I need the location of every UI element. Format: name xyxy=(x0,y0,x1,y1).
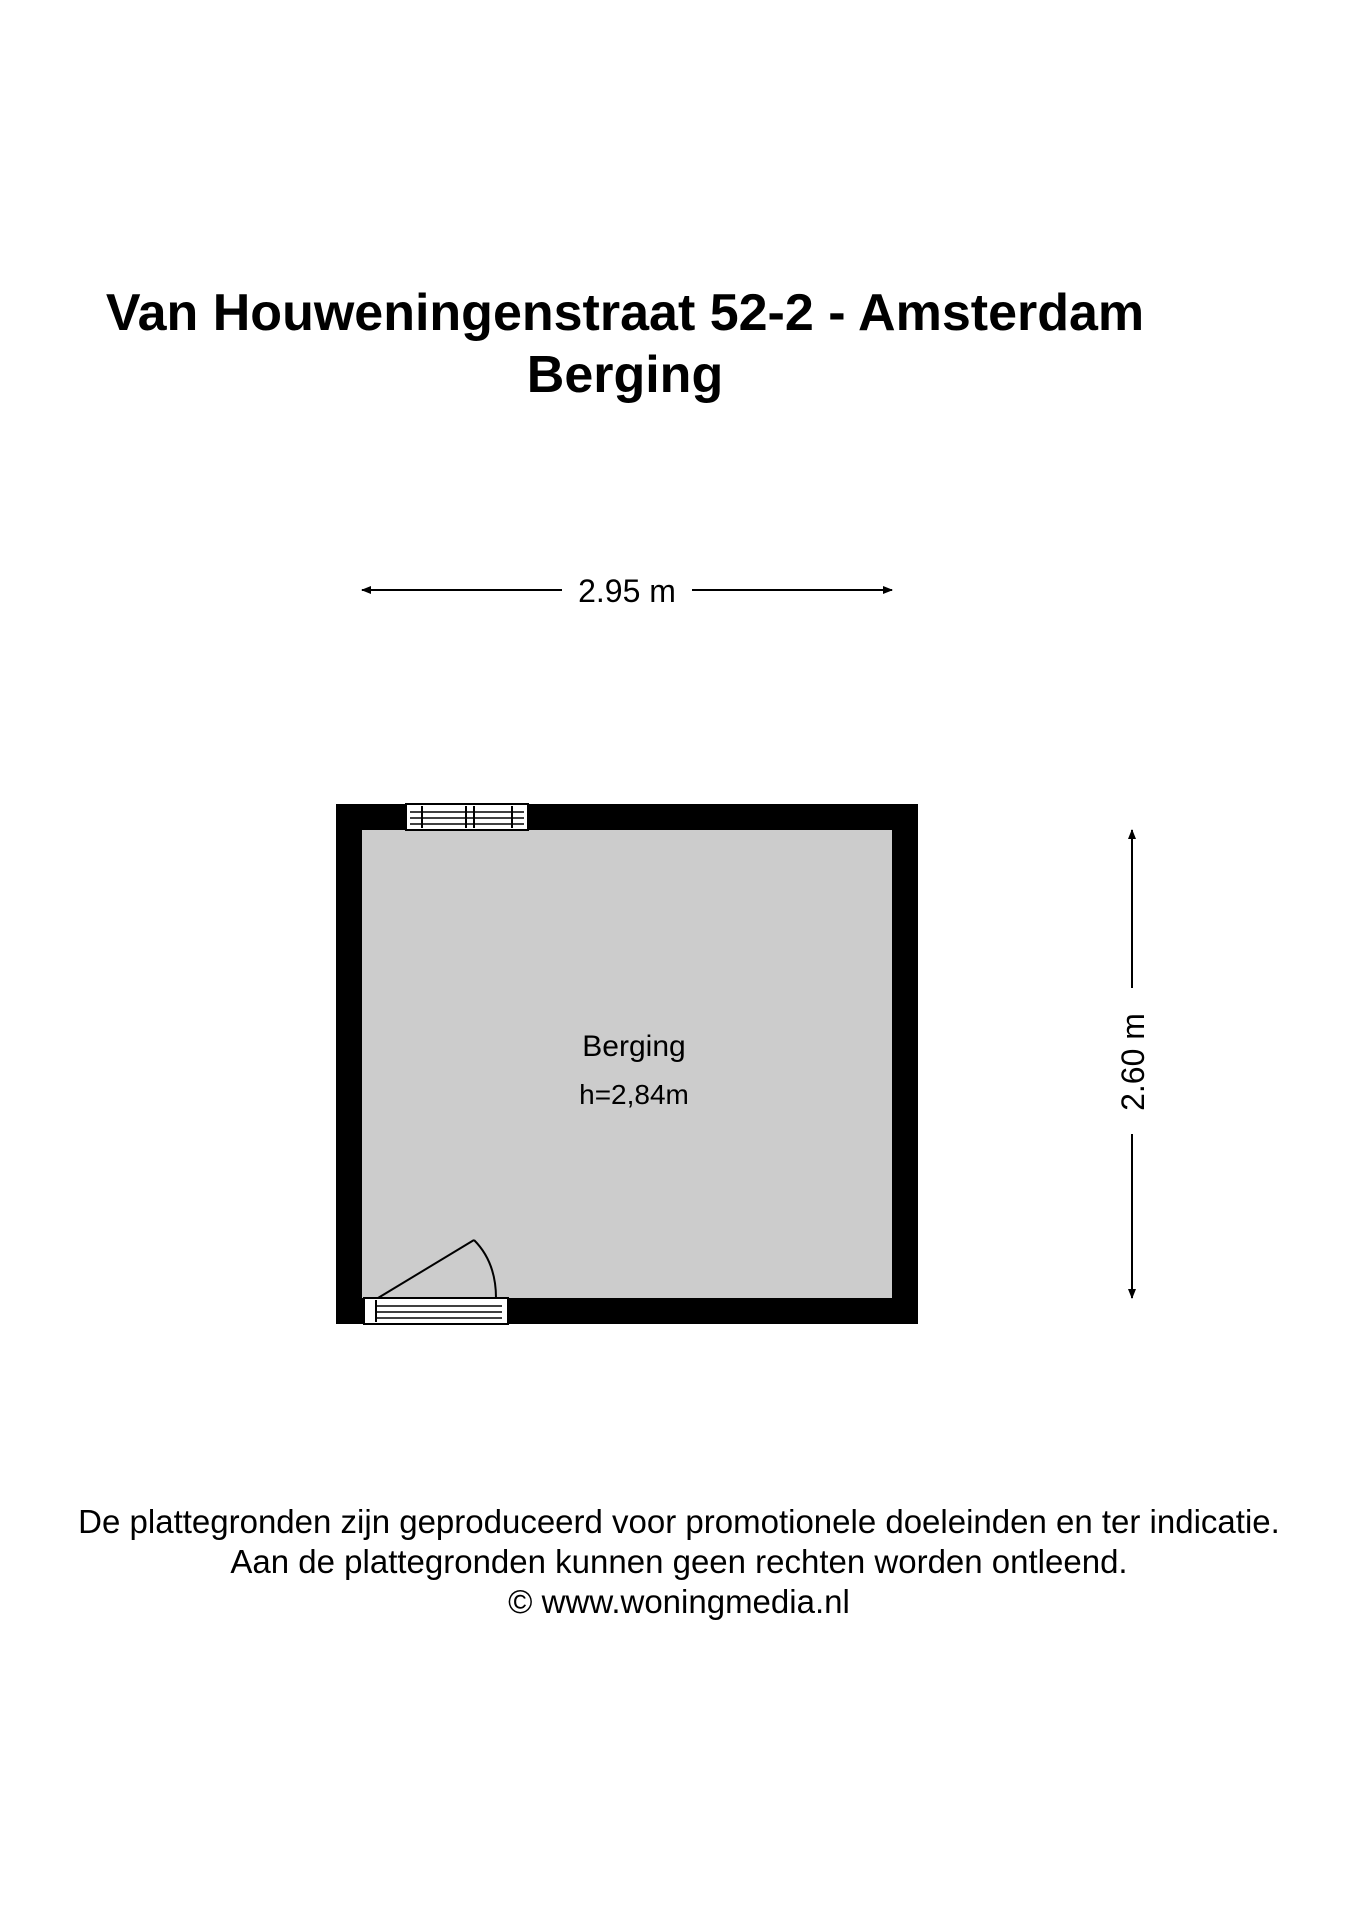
disclaimer-line-1: De plattegronden zijn geproduceerd voor promotionele doeleinden en ter indicatie. xyxy=(78,1503,1280,1540)
room-floor xyxy=(362,830,892,1298)
wall-left xyxy=(336,804,362,1324)
room-height: h=2,84m xyxy=(579,1079,689,1110)
floor-title: Berging xyxy=(526,346,724,404)
room-name: Berging xyxy=(582,1030,686,1063)
wall-bottom-left xyxy=(336,1298,364,1324)
depth-dimension-label: 2.60 m xyxy=(1115,1013,1151,1111)
window xyxy=(406,804,528,830)
disclaimer xyxy=(0,1502,1358,1622)
depth-dimension xyxy=(1115,830,1151,1298)
wall-top-left xyxy=(336,804,406,830)
width-dimension xyxy=(362,573,892,609)
wall-bottom-right xyxy=(508,1298,918,1324)
width-dimension-label: 2.95 m xyxy=(578,573,676,609)
copyright: © www.woningmedia.nl xyxy=(508,1583,850,1620)
address-title: Van Houweningenstraat 52-2 - Amsterdam xyxy=(105,284,1145,342)
disclaimer-line-2: Aan de plattegronden kunnen geen rechten worden ontleend. xyxy=(230,1543,1128,1580)
door-frame xyxy=(364,1298,508,1324)
wall-top-right xyxy=(528,804,918,830)
wall-right xyxy=(892,804,918,1324)
